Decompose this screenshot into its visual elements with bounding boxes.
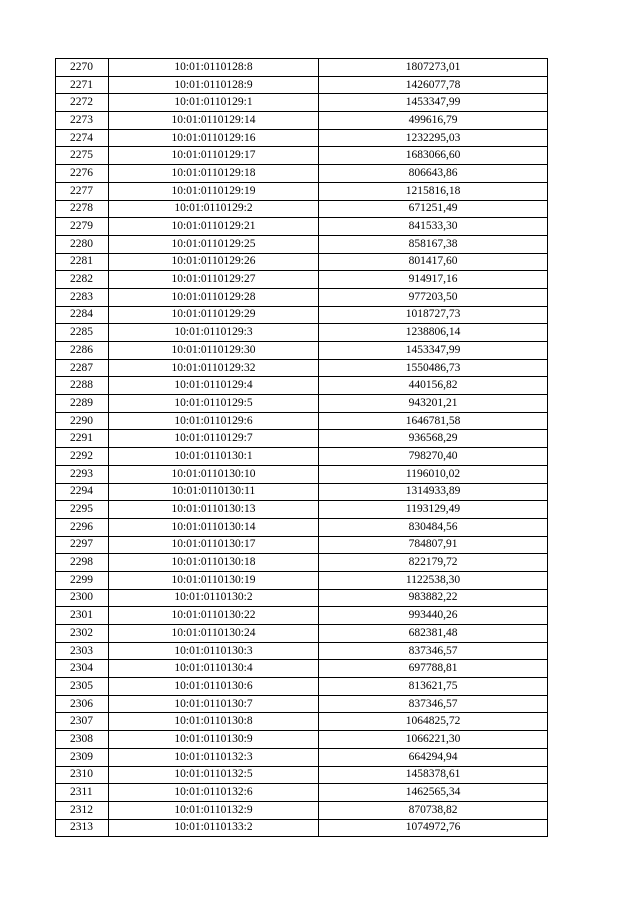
row-number-cell: 2276: [56, 165, 109, 183]
row-number-cell: 2302: [56, 625, 109, 643]
row-number-cell: 2273: [56, 112, 109, 130]
row-number-cell: 2288: [56, 377, 109, 395]
row-number-cell: 2300: [56, 589, 109, 607]
cadastral-number-cell: 10:01:0110130:8: [109, 713, 319, 731]
row-number-cell: 2292: [56, 448, 109, 466]
table-row: [56, 306, 548, 324]
cadastral-number-cell: 10:01:0110129:30: [109, 342, 319, 360]
row-number-cell: 2274: [56, 129, 109, 147]
table-row: [56, 200, 548, 218]
table-row: [56, 324, 548, 342]
cadastral-number-cell: 10:01:0110129:27: [109, 271, 319, 289]
cadastral-value-cell: 1550486,73: [319, 359, 548, 377]
row-number-cell: 2291: [56, 430, 109, 448]
cadastral-value-cell: 837346,57: [319, 642, 548, 660]
cadastral-number-cell: 10:01:0110130:10: [109, 465, 319, 483]
row-number-cell: 2298: [56, 554, 109, 572]
row-number-cell: 2280: [56, 235, 109, 253]
cadastral-value-cell: 936568,29: [319, 430, 548, 448]
cadastral-value-cell: 1453347,99: [319, 94, 548, 112]
cadastral-number-cell: 10:01:0110129:28: [109, 288, 319, 306]
cadastral-number-cell: 10:01:0110128:9: [109, 76, 319, 94]
cadastral-value-cell: 983882,22: [319, 589, 548, 607]
cadastral-number-cell: 10:01:0110128:8: [109, 59, 319, 77]
table-row: [56, 377, 548, 395]
table-row: [56, 660, 548, 678]
row-number-cell: 2299: [56, 571, 109, 589]
cadastral-number-cell: 10:01:0110129:2: [109, 200, 319, 218]
row-number-cell: 2293: [56, 465, 109, 483]
row-number-cell: 2313: [56, 819, 109, 837]
row-number-cell: 2284: [56, 306, 109, 324]
cadastral-value-cell: 1314933,89: [319, 483, 548, 501]
cadastral-number-cell: 10:01:0110130:3: [109, 642, 319, 660]
cadastral-number-cell: 10:01:0110130:7: [109, 695, 319, 713]
cadastral-number-cell: 10:01:0110130:13: [109, 501, 319, 519]
cadastral-value-cell: 1462565,34: [319, 784, 548, 802]
cadastral-number-cell: 10:01:0110129:25: [109, 235, 319, 253]
table-row: [56, 218, 548, 236]
table-row: [56, 129, 548, 147]
row-number-cell: 2281: [56, 253, 109, 271]
cadastral-number-cell: 10:01:0110130:4: [109, 660, 319, 678]
table-body: [56, 59, 548, 837]
table-row: [56, 554, 548, 572]
cadastral-value-cell: 1074972,76: [319, 819, 548, 837]
cadastral-value-cell: 1193129,49: [319, 501, 548, 519]
cadastral-value-cell: 1238806,14: [319, 324, 548, 342]
cadastral-number-cell: 10:01:0110130:2: [109, 589, 319, 607]
cadastral-number-cell: 10:01:0110129:21: [109, 218, 319, 236]
cadastral-number-cell: 10:01:0110129:4: [109, 377, 319, 395]
cadastral-value-cell: 806643,86: [319, 165, 548, 183]
table-row: [56, 766, 548, 784]
row-number-cell: 2311: [56, 784, 109, 802]
row-number-cell: 2296: [56, 518, 109, 536]
row-number-cell: 2285: [56, 324, 109, 342]
cadastral-value-cell: 1215816,18: [319, 182, 548, 200]
table-row: [56, 536, 548, 554]
table-row: [56, 731, 548, 749]
cadastral-value-cell: 801417,60: [319, 253, 548, 271]
table-row: [56, 678, 548, 696]
table-row: [56, 642, 548, 660]
row-number-cell: 2271: [56, 76, 109, 94]
cadastral-number-cell: 10:01:0110130:6: [109, 678, 319, 696]
table-row: [56, 465, 548, 483]
cadastral-number-cell: 10:01:0110130:9: [109, 731, 319, 749]
table-row: [56, 784, 548, 802]
cadastral-number-cell: 10:01:0110130:24: [109, 625, 319, 643]
cadastral-number-cell: 10:01:0110133:2: [109, 819, 319, 837]
cadastral-number-cell: 10:01:0110130:19: [109, 571, 319, 589]
cadastral-number-cell: 10:01:0110132:6: [109, 784, 319, 802]
cadastral-value-cell: 837346,57: [319, 695, 548, 713]
cadastral-value-cell: 943201,21: [319, 395, 548, 413]
row-number-cell: 2294: [56, 483, 109, 501]
row-number-cell: 2308: [56, 731, 109, 749]
cadastral-value-cell: 914917,16: [319, 271, 548, 289]
cadastral-value-cell: 841533,30: [319, 218, 548, 236]
table-row: [56, 165, 548, 183]
cadastral-value-cell: 1453347,99: [319, 342, 548, 360]
table-row: [56, 501, 548, 519]
cadastral-number-cell: 10:01:0110130:18: [109, 554, 319, 572]
cadastral-value-cell: 1232295,03: [319, 129, 548, 147]
table-row: [56, 518, 548, 536]
table-row: [56, 748, 548, 766]
row-number-cell: 2270: [56, 59, 109, 77]
row-number-cell: 2275: [56, 147, 109, 165]
cadastral-number-cell: 10:01:0110132:9: [109, 801, 319, 819]
table-row: [56, 430, 548, 448]
cadastral-value-cell: 1426077,78: [319, 76, 548, 94]
cadastral-number-cell: 10:01:0110129:1: [109, 94, 319, 112]
cadastral-value-cell: 1064825,72: [319, 713, 548, 731]
table-row: [56, 271, 548, 289]
cadastral-value-cell: 1018727,73: [319, 306, 548, 324]
table-row: [56, 112, 548, 130]
row-number-cell: 2295: [56, 501, 109, 519]
cadastral-value-cell: 822179,72: [319, 554, 548, 572]
cadastral-value-cell: 977203,50: [319, 288, 548, 306]
cadastral-value-cell: 1683066,60: [319, 147, 548, 165]
cadastral-number-cell: 10:01:0110129:29: [109, 306, 319, 324]
row-number-cell: 2297: [56, 536, 109, 554]
table-row: [56, 235, 548, 253]
cadastral-value-cell: 697788,81: [319, 660, 548, 678]
row-number-cell: 2306: [56, 695, 109, 713]
table-row: [56, 607, 548, 625]
row-number-cell: 2277: [56, 182, 109, 200]
table-row: [56, 448, 548, 466]
cadastral-number-cell: 10:01:0110129:14: [109, 112, 319, 130]
cadastral-number-cell: 10:01:0110130:1: [109, 448, 319, 466]
cadastral-value-cell: 830484,56: [319, 518, 548, 536]
cadastral-number-cell: 10:01:0110129:17: [109, 147, 319, 165]
cadastral-number-cell: 10:01:0110129:7: [109, 430, 319, 448]
cadastral-number-cell: 10:01:0110130:11: [109, 483, 319, 501]
row-number-cell: 2286: [56, 342, 109, 360]
cadastral-value-cell: 1066221,30: [319, 731, 548, 749]
table-row: [56, 571, 548, 589]
cadastral-value-table: [55, 58, 548, 837]
row-number-cell: 2278: [56, 200, 109, 218]
table-row: [56, 395, 548, 413]
cadastral-number-cell: 10:01:0110129:16: [109, 129, 319, 147]
cadastral-number-cell: 10:01:0110129:5: [109, 395, 319, 413]
cadastral-value-cell: 499616,79: [319, 112, 548, 130]
table-row: [56, 819, 548, 837]
cadastral-number-cell: 10:01:0110130:22: [109, 607, 319, 625]
row-number-cell: 2312: [56, 801, 109, 819]
row-number-cell: 2272: [56, 94, 109, 112]
row-number-cell: 2290: [56, 412, 109, 430]
row-number-cell: 2309: [56, 748, 109, 766]
row-number-cell: 2279: [56, 218, 109, 236]
row-number-cell: 2303: [56, 642, 109, 660]
table-row: [56, 412, 548, 430]
table-row: [56, 625, 548, 643]
cadastral-value-cell: 1458378,61: [319, 766, 548, 784]
table-row: [56, 76, 548, 94]
cadastral-value-cell: 858167,38: [319, 235, 548, 253]
table-row: [56, 253, 548, 271]
cadastral-value-cell: 1807273,01: [319, 59, 548, 77]
table-row: [56, 801, 548, 819]
row-number-cell: 2304: [56, 660, 109, 678]
cadastral-value-cell: 1122538,30: [319, 571, 548, 589]
cadastral-value-cell: 1196010,02: [319, 465, 548, 483]
cadastral-number-cell: 10:01:0110129:26: [109, 253, 319, 271]
cadastral-value-cell: 870738,82: [319, 801, 548, 819]
cadastral-value-cell: 682381,48: [319, 625, 548, 643]
cadastral-value-cell: 798270,40: [319, 448, 548, 466]
table-row: [56, 713, 548, 731]
cadastral-number-cell: 10:01:0110129:32: [109, 359, 319, 377]
table-row: [56, 342, 548, 360]
table-row: [56, 589, 548, 607]
cadastral-value-cell: 671251,49: [319, 200, 548, 218]
cadastral-number-cell: 10:01:0110129:3: [109, 324, 319, 342]
row-number-cell: 2289: [56, 395, 109, 413]
cadastral-number-cell: 10:01:0110129:19: [109, 182, 319, 200]
cadastral-number-cell: 10:01:0110130:17: [109, 536, 319, 554]
row-number-cell: 2287: [56, 359, 109, 377]
cadastral-number-cell: 10:01:0110129:18: [109, 165, 319, 183]
cadastral-value-cell: 993440,26: [319, 607, 548, 625]
cadastral-value-cell: 440156,82: [319, 377, 548, 395]
row-number-cell: 2310: [56, 766, 109, 784]
cadastral-number-cell: 10:01:0110129:6: [109, 412, 319, 430]
cadastral-number-cell: 10:01:0110132:3: [109, 748, 319, 766]
table-row: [56, 359, 548, 377]
table-row: [56, 59, 548, 77]
table-row: [56, 288, 548, 306]
table-row: [56, 94, 548, 112]
table-row: [56, 695, 548, 713]
row-number-cell: 2305: [56, 678, 109, 696]
row-number-cell: 2307: [56, 713, 109, 731]
cadastral-value-cell: 784807,91: [319, 536, 548, 554]
table-row: [56, 483, 548, 501]
cadastral-number-cell: 10:01:0110132:5: [109, 766, 319, 784]
row-number-cell: 2301: [56, 607, 109, 625]
cadastral-value-cell: 664294,94: [319, 748, 548, 766]
table-row: [56, 147, 548, 165]
row-number-cell: 2282: [56, 271, 109, 289]
table-row: [56, 182, 548, 200]
cadastral-value-cell: 1646781,58: [319, 412, 548, 430]
row-number-cell: 2283: [56, 288, 109, 306]
cadastral-number-cell: 10:01:0110130:14: [109, 518, 319, 536]
cadastral-value-cell: 813621,75: [319, 678, 548, 696]
